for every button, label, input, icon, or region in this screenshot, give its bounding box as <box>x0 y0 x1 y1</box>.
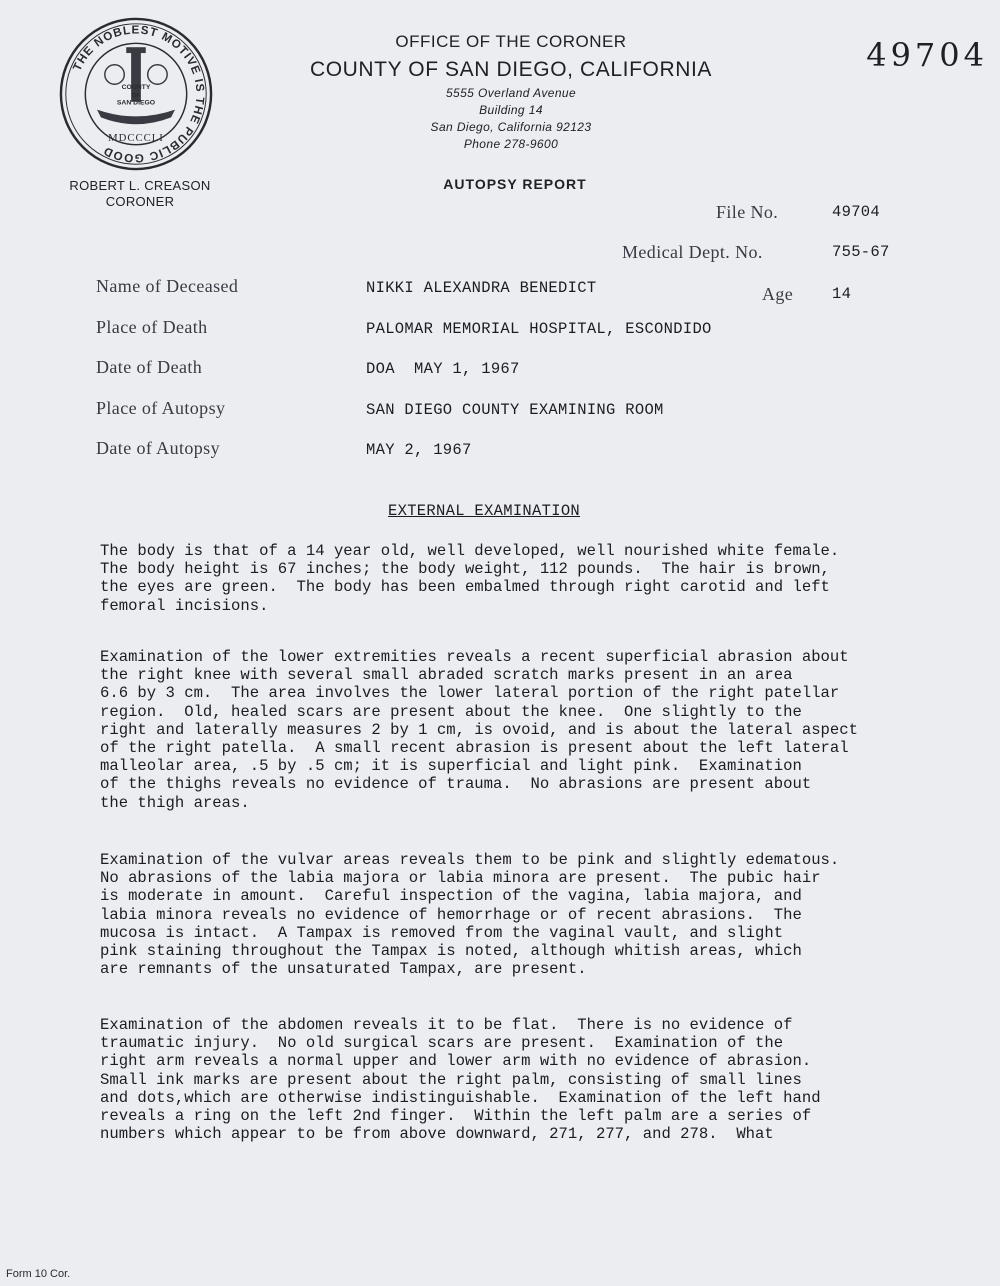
file-number-stamp: 49704 <box>866 36 988 74</box>
date-of-autopsy-label: Date of Autopsy <box>96 438 220 458</box>
coroner-name: ROBERT L. CREASON <box>69 178 211 193</box>
text-line: the eyes are green. The body has been embalmed through right carotid and left <box>100 578 830 597</box>
place-of-autopsy-label: Place of Autopsy <box>96 398 226 418</box>
text-line: the thigh areas. <box>100 793 250 812</box>
text-line: the right knee with several small abraded scratch marks present in an area <box>100 666 793 685</box>
file-no-label: File No. <box>716 202 779 222</box>
seal-center-san-diego: SAN DIEGO <box>116 99 156 107</box>
text-line: region. Old, healed scars are present about the knee. One slightly to the <box>100 702 802 721</box>
seal-center-of: OF <box>131 92 141 99</box>
county-title: COUNTY OF SAN DIEGO, CALIFORNIA <box>309 58 713 81</box>
address-line: Phone 278-9600 <box>463 137 559 151</box>
seal-center-county: COUNTY <box>121 84 151 92</box>
name-of-deceased-label: Name of Deceased <box>96 276 239 296</box>
text-line: labia minora reveals no evidence of hemorrhage or of recent abrasions. The <box>100 905 802 924</box>
text-line: femoral incisions. <box>100 596 269 615</box>
file-no-value: 49704 <box>832 203 881 221</box>
text-line: right arm reveals a normal upper and lower arm with no evidence of abrasion. <box>100 1052 812 1071</box>
place-of-death-value: PALOMAR MEMORIAL HOSPITAL, ESCONDIDO <box>366 320 712 338</box>
office-title: OFFICE OF THE CORONER <box>395 32 627 51</box>
seal-year: MDCCCLI <box>108 131 164 144</box>
date-of-death-label: Date of Death <box>96 357 203 377</box>
name-of-deceased-value: NIKKI ALEXANDRA BENEDICT <box>366 279 597 297</box>
text-line: and dots,which are otherwise indistinguishable. Examination of the left hand <box>100 1088 821 1107</box>
report-title: AUTOPSY REPORT <box>443 176 587 192</box>
place-of-autopsy-value: SAN DIEGO COUNTY EXAMINING ROOM <box>366 401 664 419</box>
paragraph-general <box>100 542 960 615</box>
county-seal <box>58 16 214 172</box>
age-value: 14 <box>832 285 852 303</box>
text-line: pink staining throughout the Tampax is noted, although whitish areas, which <box>100 941 802 960</box>
date-of-death-value: DOA MAY 1, 1967 <box>366 360 520 378</box>
form-label: Form 10 Cor. <box>6 1268 71 1280</box>
text-line: Small ink marks are present about the right palm, consisting of small lines <box>100 1070 802 1089</box>
text-line: The body height is 67 inches; the body weight, 112 pounds. The hair is brown, <box>100 560 830 579</box>
place-of-death-label: Place of Death <box>96 317 208 337</box>
text-line: is moderate in amount. Careful inspection of the vagina, labia majora, and <box>100 887 802 906</box>
text-line: are remnants of the unsaturated Tampax, are present. <box>100 960 587 979</box>
coroner-title: CORONER <box>105 194 175 209</box>
text-line: reveals a ring on the left 2nd finger. Within the left palm are a series of <box>100 1106 812 1125</box>
text-line: The body is that of a 14 year old, well developed, well nourished white female. <box>100 542 840 560</box>
seal-ring-text: THE NOBLEST MOTIVE IS THE PUBLIC GOOD <box>70 23 207 165</box>
text-line: Examination of the abdomen reveals it to be flat. There is no evidence of <box>100 1016 793 1034</box>
paragraph-abdomen-arms <box>100 1016 960 1143</box>
address-line: 5555 Overland Avenue <box>445 86 577 100</box>
paragraph-vulvar <box>100 851 960 978</box>
text-line: numbers which appear to be from above downward, 271, 277, and 278. What <box>100 1125 774 1144</box>
section-title: EXTERNAL EXAMINATION <box>388 502 581 520</box>
medical-dept-no-label: Medical Dept. No. <box>622 242 763 262</box>
text-line: 6.6 by 3 cm. The area involves the lower lateral portion of the right patellar <box>100 684 840 703</box>
text-line: No abrasions of the labia majora or labia minora are present. The pubic hair <box>100 869 821 888</box>
date-of-autopsy-value: MAY 2, 1967 <box>366 441 472 459</box>
text-line: traumatic injury. No old surgical scars are present. Examination of the <box>100 1034 784 1053</box>
medical-dept-no-value: 755-67 <box>832 243 890 261</box>
text-line: of the right patella. A small recent abrasion is present about the left lateral <box>100 738 849 757</box>
text-line: of the thighs reveals no evidence of trauma. No abrasions are present about <box>100 775 812 794</box>
text-line: Examination of the lower extremities reveals a recent superficial abrasion about <box>100 648 849 666</box>
address-line: San Diego, California 92123 <box>430 120 592 134</box>
address-line: Building 14 <box>479 103 543 117</box>
text-line: Examination of the vulvar areas reveals them to be pink and slightly edematous. <box>100 851 840 869</box>
text-line: right and laterally measures 2 by 1 cm, is ovoid, and is about the lateral aspect <box>100 720 858 739</box>
text-line: malleolar area, .5 by .5 cm; it is superficial and light pink. Examination <box>100 757 802 776</box>
paragraph-lower-extremities <box>100 648 960 812</box>
age-label: Age <box>762 284 794 304</box>
text-line: mucosa is intact. A Tampax is removed from the vaginal vault, and slight <box>100 923 784 942</box>
